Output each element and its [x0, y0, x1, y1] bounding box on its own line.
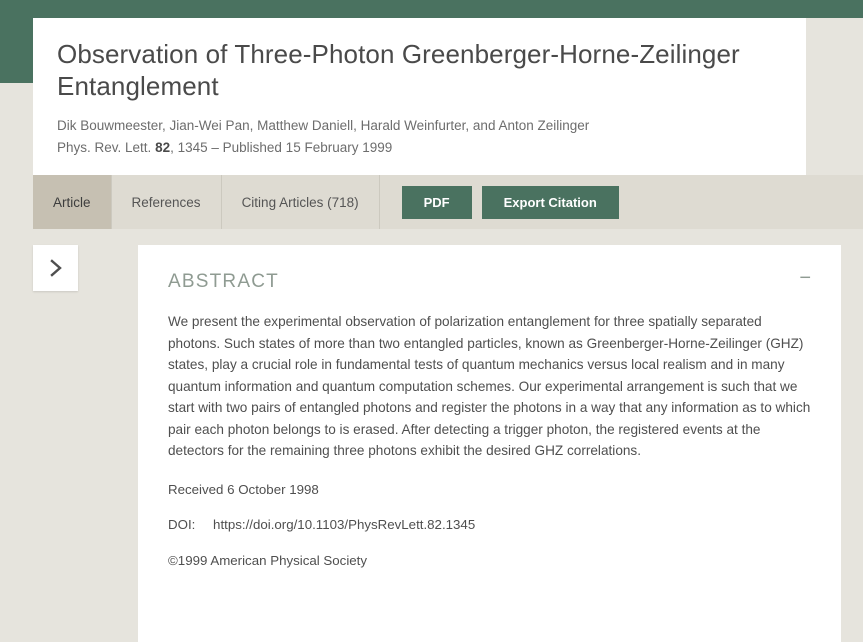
- tab-citing-articles[interactable]: Citing Articles (718): [222, 175, 380, 229]
- doi-row: [168, 517, 811, 532]
- author-list: Dik Bouwmeester, Jian-Wei Pan, Matthew Daniell, Harald Weinfurter, and Anton Zeilinger: [57, 118, 590, 133]
- doi-link[interactable]: https://doi.org/10.1103/PhysRevLett.82.1345: [213, 516, 476, 532]
- collapse-minus-icon[interactable]: −: [799, 267, 811, 289]
- tab-references[interactable]: References: [112, 175, 222, 229]
- journal-volume: 82: [155, 140, 171, 155]
- tab-actions: [380, 175, 619, 229]
- journal-citation: [57, 138, 782, 158]
- abstract-header: [168, 267, 811, 293]
- journal-page-date: , 1345 – Published 15 February 1999: [170, 140, 393, 155]
- paper-header-card: [33, 18, 806, 176]
- abstract-text: We present the experimental observation of polarization entanglement for three spatially separated photons. Such states of more than two entangled particles, known as Greenberger-Horne-Zeilinger (GHZ) states, play a crucial role in fundamental tests of quantum mechanics versus local realism and in many quantum information and quantum computation schemes. Our experimental arrangement is such that we start with two pairs of entangled photons and register the photons in a way that any information as to which pair each photon belongs to is erased. After detecting a trigger photon, the registered events at the detectors for the remaining three photons exhibit the desired GHZ correlations.: [168, 314, 811, 458]
- left-green-band: [0, 0, 33, 83]
- chevron-right-icon: [49, 258, 63, 278]
- export-citation-button[interactable]: Export Citation: [482, 186, 619, 219]
- tab-bar: [33, 175, 863, 229]
- pdf-button[interactable]: PDF: [402, 186, 472, 219]
- journal-name: Phys. Rev. Lett.: [57, 140, 152, 155]
- doi-label: DOI:: [168, 516, 196, 532]
- tab-article[interactable]: Article: [33, 175, 112, 229]
- sidebar-expand-button[interactable]: [33, 245, 78, 291]
- copyright-notice: ©1999 American Physical Society: [168, 552, 368, 568]
- abstract-panel: [138, 245, 841, 642]
- page-title: Observation of Three-Photon Greenberger-Horne-Zeilinger Entanglement: [57, 39, 740, 101]
- received-date: Received 6 October 1998: [168, 481, 319, 497]
- top-green-band: [0, 0, 863, 18]
- abstract-heading: ABSTRACT: [168, 271, 279, 292]
